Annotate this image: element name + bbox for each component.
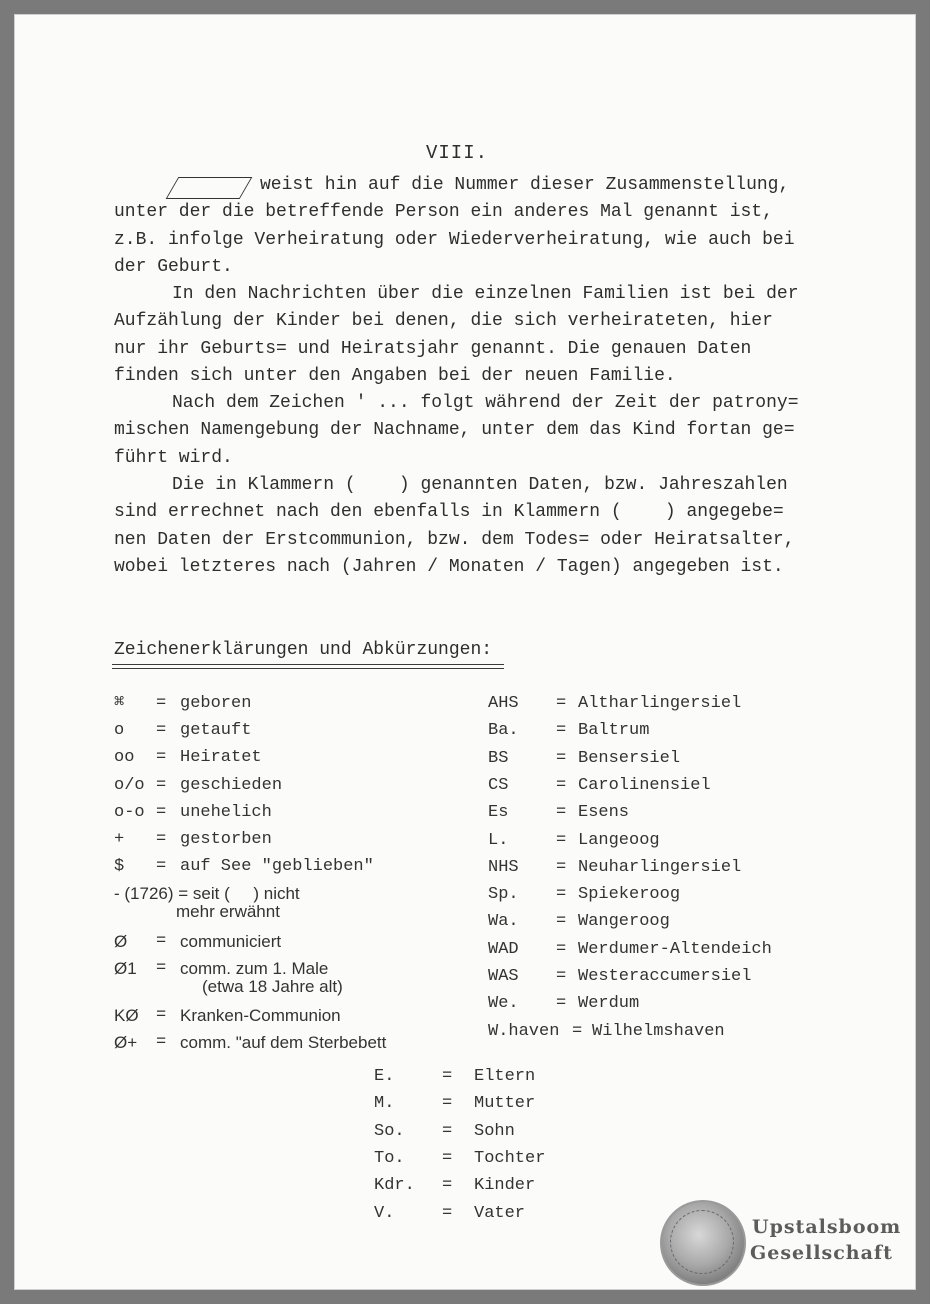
equals-sign: = [442, 1203, 453, 1223]
symbol-definition: geschieden [180, 776, 283, 795]
symbol-glyph: Ø+ [114, 1033, 138, 1052]
page-heading: VIII. [426, 142, 489, 164]
brand-line-2: Gesellschaft [750, 1242, 893, 1264]
equals-sign: = [156, 721, 167, 740]
abbreviation-definition: Tochter [474, 1148, 546, 1168]
abbreviation: To. [374, 1148, 405, 1168]
symbol-glyph: $ [114, 857, 125, 876]
equals-sign: = [556, 885, 567, 905]
symbol-definition: Kranken-Communion [180, 1006, 341, 1025]
symbol-glyph: + [114, 830, 125, 849]
equals-sign: = [156, 776, 167, 795]
paragraph-4 [114, 472, 834, 581]
legend-title: Zeichenerklärungen und Abkürzungen: [114, 640, 493, 660]
abbreviation-definition: Neuharlingersiel [578, 857, 742, 877]
paragraph-line: Nach dem Zeichen ' ... folgt während der Zeit der patrony= [172, 393, 799, 413]
equals-sign: = [556, 830, 567, 850]
equals-sign: = [442, 1094, 453, 1114]
paragraph-2 [114, 281, 834, 390]
abbreviation-definition: Werdumer-Altendeich [578, 939, 772, 959]
paragraph-line: der Geburt. [114, 256, 233, 277]
abbreviation: Kdr. [374, 1176, 415, 1196]
abbreviation: BS [488, 748, 509, 768]
abbreviation-definition: Bensersiel [578, 748, 681, 768]
seal-logo-icon [660, 1200, 746, 1286]
legend-underline [112, 664, 504, 665]
abbreviation-definition: Spiekeroog [578, 885, 681, 905]
abbreviation: WAS [488, 967, 519, 986]
symbol-glyph: KØ [114, 1006, 139, 1025]
abbreviation: Wa. [488, 912, 519, 932]
paragraph-line: nur ihr Geburts= und Heiratsjahr genannt. Die genauen Daten [114, 338, 752, 359]
symbol-glyph: Ø [114, 932, 128, 951]
equals-sign: = [442, 1176, 453, 1196]
equals-sign: = [156, 857, 167, 876]
abbreviation: WAD [488, 939, 519, 959]
abbreviation-definition: Wangeroog [578, 912, 670, 932]
symbol-definition: comm. zum 1. Male [180, 959, 329, 978]
abbreviation-definition: Langeoog [578, 830, 660, 850]
paragraph-line: mischen Namengebung der Nachname, unter dem das Kind fortan ge= [114, 420, 795, 441]
symbol-definition: auf See "geblieben" [180, 857, 374, 876]
equals-sign: = [556, 721, 567, 741]
equals-sign: = [156, 1033, 167, 1052]
symbol-glyph: o [114, 721, 125, 740]
symbol-definition: comm. "auf dem Sterbebett [180, 1033, 387, 1052]
equals-sign: = [156, 694, 167, 713]
abbreviation-definition: Westeraccumersiel [578, 967, 752, 986]
equals-sign: = [556, 748, 567, 768]
equals-sign: = [442, 1121, 453, 1141]
legend-underline [112, 668, 504, 669]
equals-sign: = [572, 1021, 583, 1041]
document-page [14, 14, 916, 1290]
symbol-glyph: o/o [114, 776, 145, 795]
paragraph-3 [114, 390, 834, 472]
abbreviation: Es [488, 803, 509, 823]
abbreviation: W.haven [488, 1021, 560, 1041]
abbreviation: E. [374, 1067, 395, 1086]
symbol-definition-continued: (etwa 18 Jahre alt) [202, 977, 343, 996]
abbreviation-definition: Esens [578, 803, 630, 823]
abbreviation-definition: Sohn [474, 1121, 515, 1141]
paragraph-line: Die in Klammern ( ) genannten Daten, bzw. Jahreszahlen [172, 475, 788, 495]
symbol-definition: unehelich [180, 803, 272, 822]
paragraph-line: unter der die betreffende Person ein anderes Mal genannt ist, [114, 202, 773, 223]
abbreviation-definition: Mutter [474, 1094, 536, 1114]
equals-sign: = [556, 694, 567, 713]
abbreviation-definition: Werdum [578, 994, 640, 1014]
paragraph-line: In den Nachrichten über die einzelnen Familien ist bei der [172, 284, 799, 304]
symbol-definition: communiciert [180, 932, 282, 951]
abbreviation-definition: Eltern [474, 1067, 536, 1086]
equals-sign: = [556, 775, 567, 795]
equals-sign: = [156, 803, 167, 822]
equals-sign: = [556, 967, 567, 986]
equals-sign: = [156, 1006, 167, 1025]
abbreviation: So. [374, 1121, 405, 1141]
paragraph-line: sind errechnet nach den ebenfalls in Klammern ( ) angegebe= [114, 502, 784, 523]
symbol-glyph: o-o [114, 803, 145, 822]
equals-sign: = [156, 830, 167, 849]
symbol-glyph: oo [114, 748, 135, 767]
symbol-definition: mehr erwähnt [176, 902, 280, 921]
abbreviation-definition: Baltrum [578, 721, 650, 741]
abbreviation: NHS [488, 857, 519, 877]
symbol-glyph: - (1726) = seit ( ) nicht [114, 884, 300, 903]
equals-sign: = [156, 748, 167, 767]
abbreviation: V. [374, 1203, 395, 1223]
brand-line-1: Upstalsboom [752, 1216, 902, 1238]
abbreviation: AHS [488, 694, 519, 713]
abbreviation: M. [374, 1094, 395, 1114]
abbreviation-definition: Vater [474, 1203, 526, 1223]
symbol-glyph: ⌘ [114, 694, 125, 713]
equals-sign: = [442, 1148, 453, 1168]
equals-sign: = [442, 1067, 453, 1086]
equals-sign: = [156, 932, 167, 951]
symbol-definition: geboren [180, 694, 252, 713]
equals-sign: = [556, 803, 567, 823]
equals-sign: = [556, 994, 567, 1014]
paragraph-line: weist hin auf die Nummer dieser Zusammenstellung, [260, 175, 790, 195]
paragraph-line: finden sich unter den Angaben bei der neuen Familie. [114, 365, 676, 386]
equals-sign: = [556, 939, 567, 959]
equals-sign: = [156, 959, 167, 978]
paragraph-line: z.B. infolge Verheiratung oder Wiederverheiratung, wie auch bei [114, 229, 795, 250]
paragraph-line: nen Daten der Erstcommunion, bzw. dem Todes= oder Heiratsalter, [114, 529, 795, 550]
paragraph-line: wobei letzteres nach (Jahren / Monaten / Tagen) angegeben ist. [114, 556, 784, 577]
abbreviation: We. [488, 994, 519, 1014]
abbreviation: L. [488, 830, 509, 850]
symbol-definition: gestorben [180, 830, 272, 849]
abbreviation: Sp. [488, 885, 519, 905]
abbreviation-definition: Altharlingersiel [578, 694, 742, 713]
paragraph-line: führt wird. [114, 447, 233, 468]
abbreviation: CS [488, 775, 509, 795]
abbreviation-definition: Wilhelmshaven [592, 1021, 725, 1041]
paragraph-1 [114, 172, 834, 281]
abbreviation-definition: Kinder [474, 1176, 536, 1196]
paragraph-line: Aufzählung der Kinder bei denen, die sich verheirateten, hier [114, 311, 773, 332]
equals-sign: = [556, 857, 567, 877]
symbol-glyph: Ø1 [114, 959, 137, 978]
symbol-definition: Heiratet [180, 748, 262, 767]
equals-sign: = [556, 912, 567, 932]
abbreviation: Ba. [488, 721, 519, 741]
abbreviation-definition: Carolinensiel [578, 775, 711, 795]
symbol-definition: getauft [180, 721, 252, 740]
